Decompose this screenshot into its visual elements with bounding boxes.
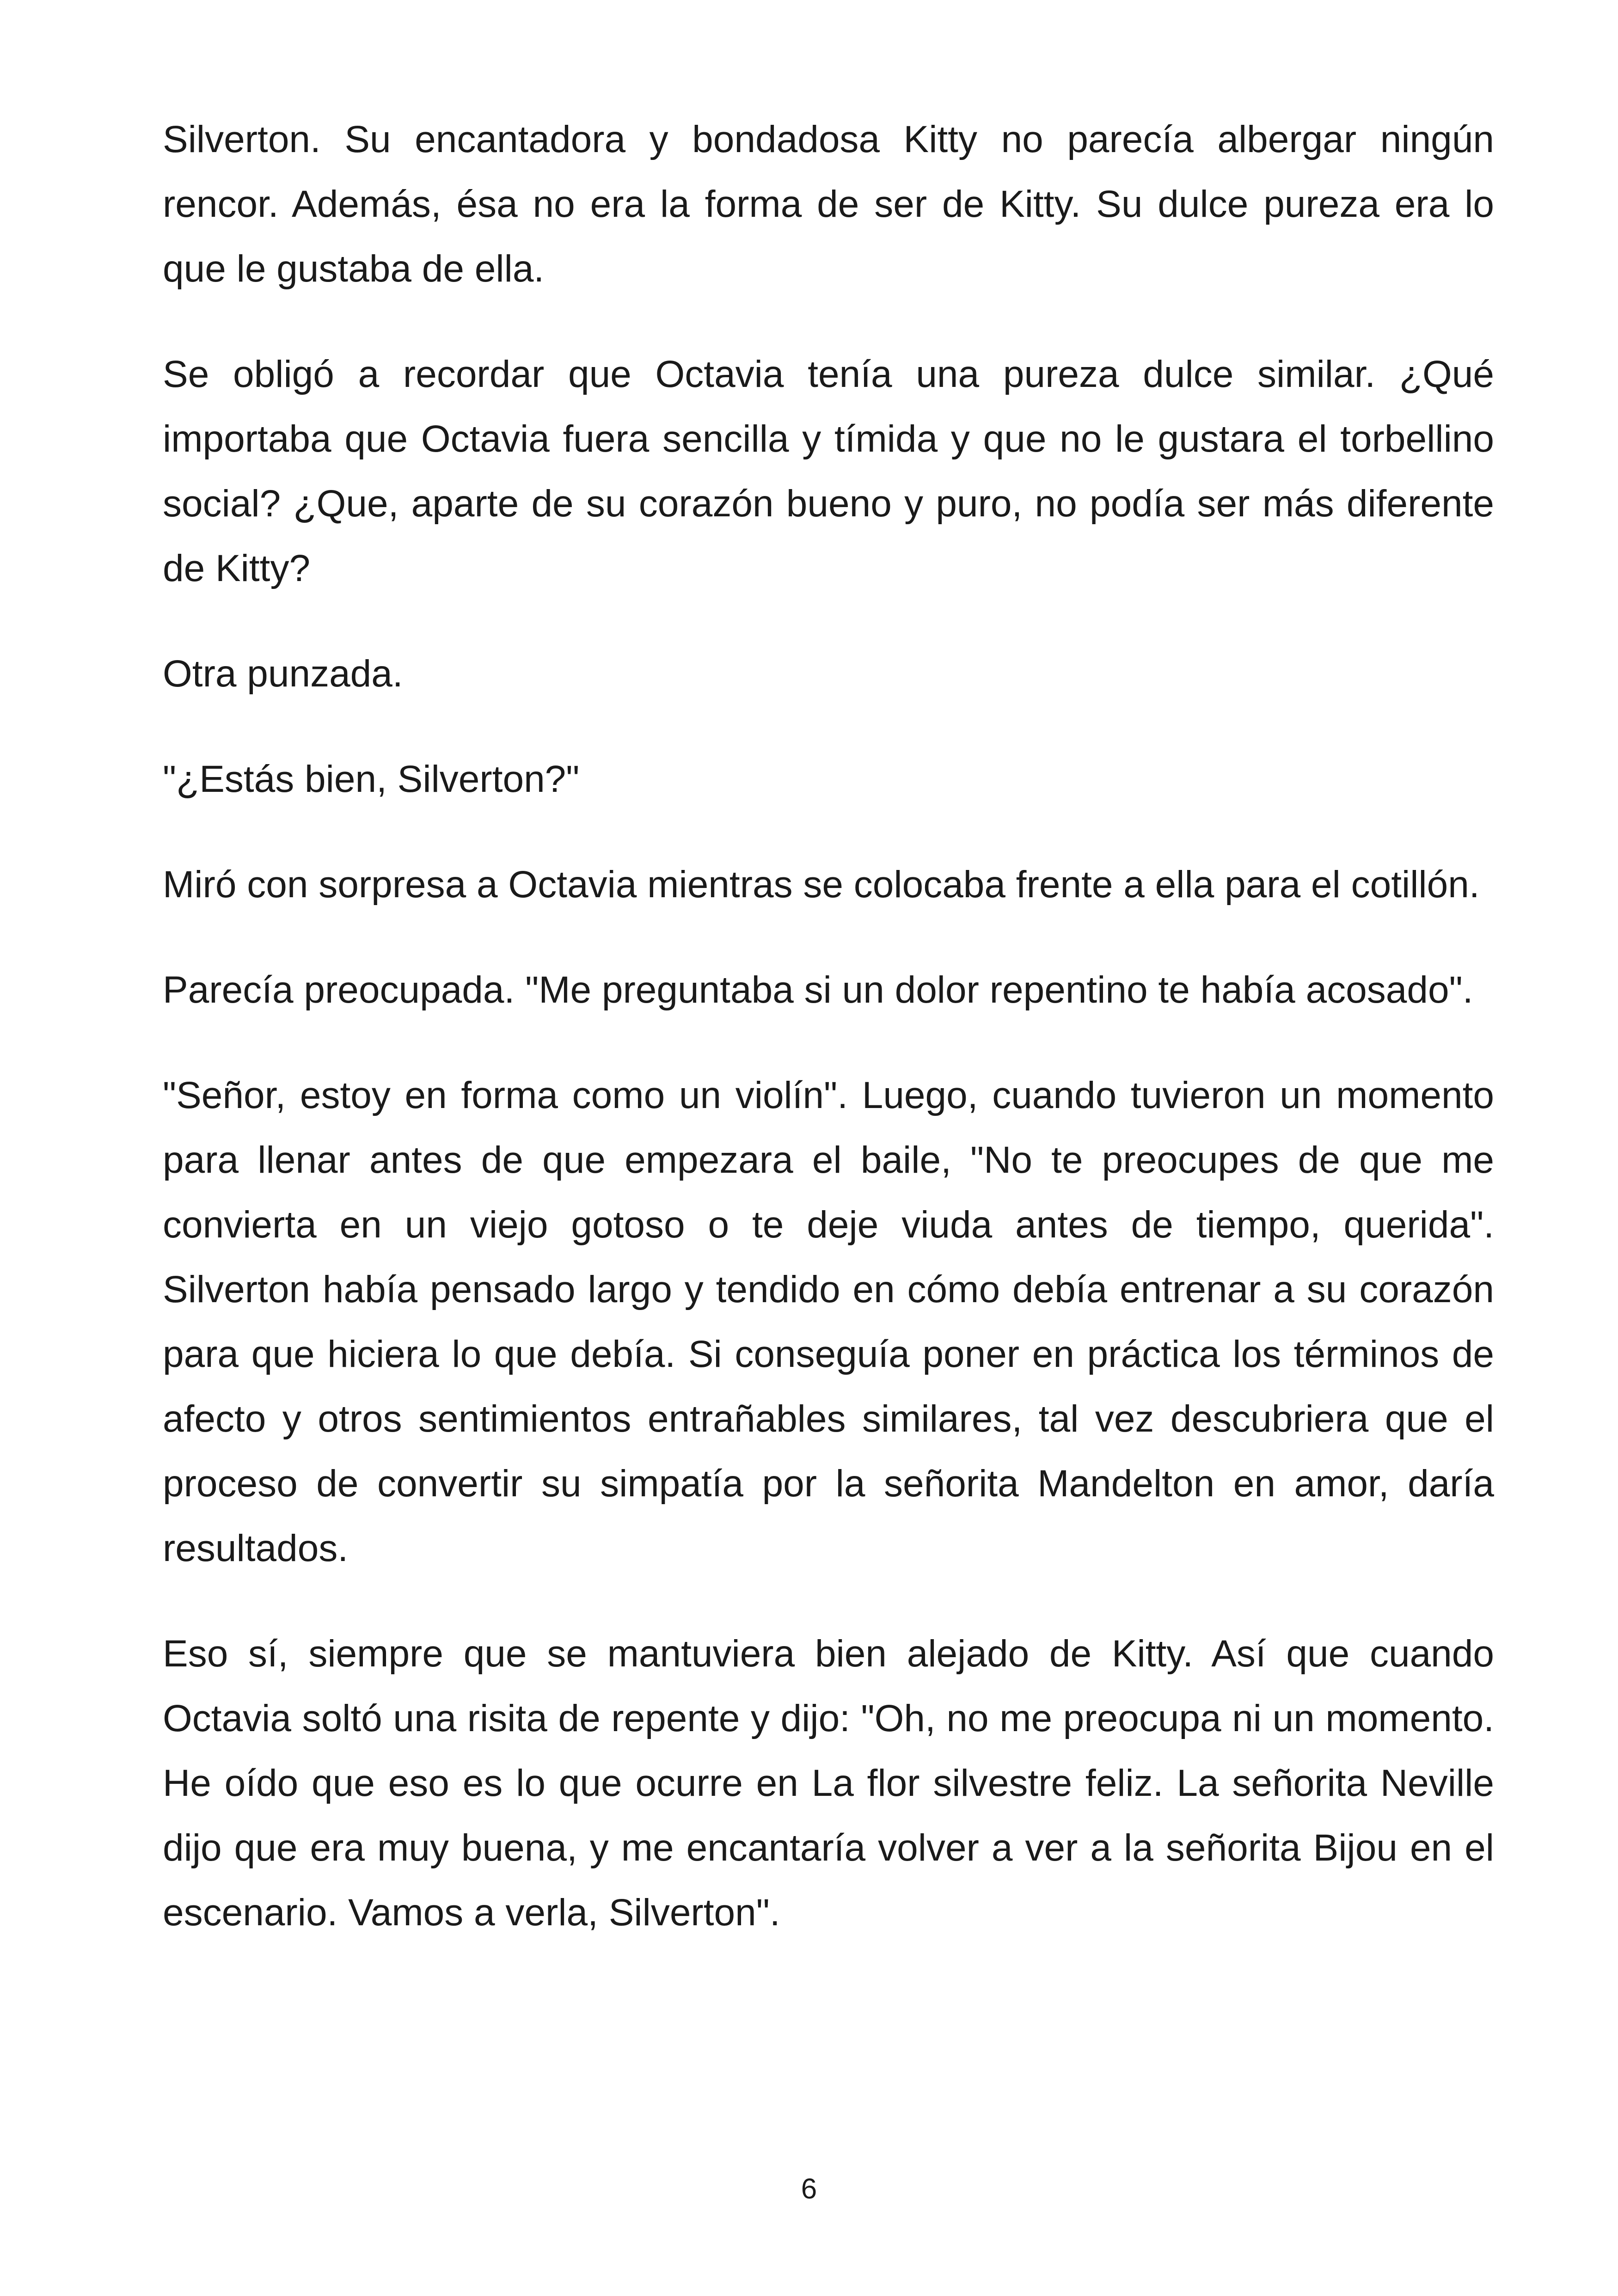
- body-text: [163, 107, 1494, 1986]
- paragraph: Otra punzada.: [163, 653, 403, 695]
- paragraph: "Señor, estoy en forma como un violín". Luego, cuando tuvieron un momento para llenar antes de que empezara el baile, "No te preocupes de que me convierta en un viejo gotoso o te deje viuda antes de tiempo, querida". Silverton había pensado largo y tendido en cómo debía entrenar a su corazón para que hiciera lo que debía. Si conseguía poner en práctica los términos de afecto y otros sentimientos entrañables similares, tal vez descubriera que el proceso de convertir su simpatía por la señorita Mandelton en amor, daría resultados.: [163, 1074, 1494, 1569]
- paragraph: Silverton. Su encantadora y bondadosa Kitty no parecía albergar ningún rencor. Además, ésa no era la forma de ser de Kitty. Su dulce pureza era lo que le gustaba de ella.: [163, 118, 1494, 290]
- paragraph: Parecía preocupada. "Me preguntaba si un dolor repentino te había acosado".: [163, 969, 1473, 1011]
- paragraph: Miró con sorpresa a Octavia mientras se colocaba frente a ella para el cotillón.: [163, 863, 1480, 906]
- paragraph: Eso sí, siempre que se mantuviera bien alejado de Kitty. Así que cuando Octavia soltó una risita de repente y dijo: "Oh, no me preocupa ni un momento. He oído que eso es lo que ocurre en La flor silvestre feliz. La señorita Neville dijo que era muy buena, y me encantaría volver a ver a la señorita Bijou en el escenario. Vamos a verla, Silverton".: [163, 1633, 1494, 1934]
- paragraph: "¿Estás bien, Silverton?": [163, 758, 580, 800]
- page-number: 6: [801, 2173, 817, 2205]
- paragraph: Se obligó a recordar que Octavia tenía una pureza dulce similar. ¿Qué importaba que Octavia fuera sencilla y tímida y que no le gustara el torbellino social? ¿Que, aparte de su corazón bueno y puro, no podía ser más diferente de Kitty?: [163, 353, 1494, 589]
